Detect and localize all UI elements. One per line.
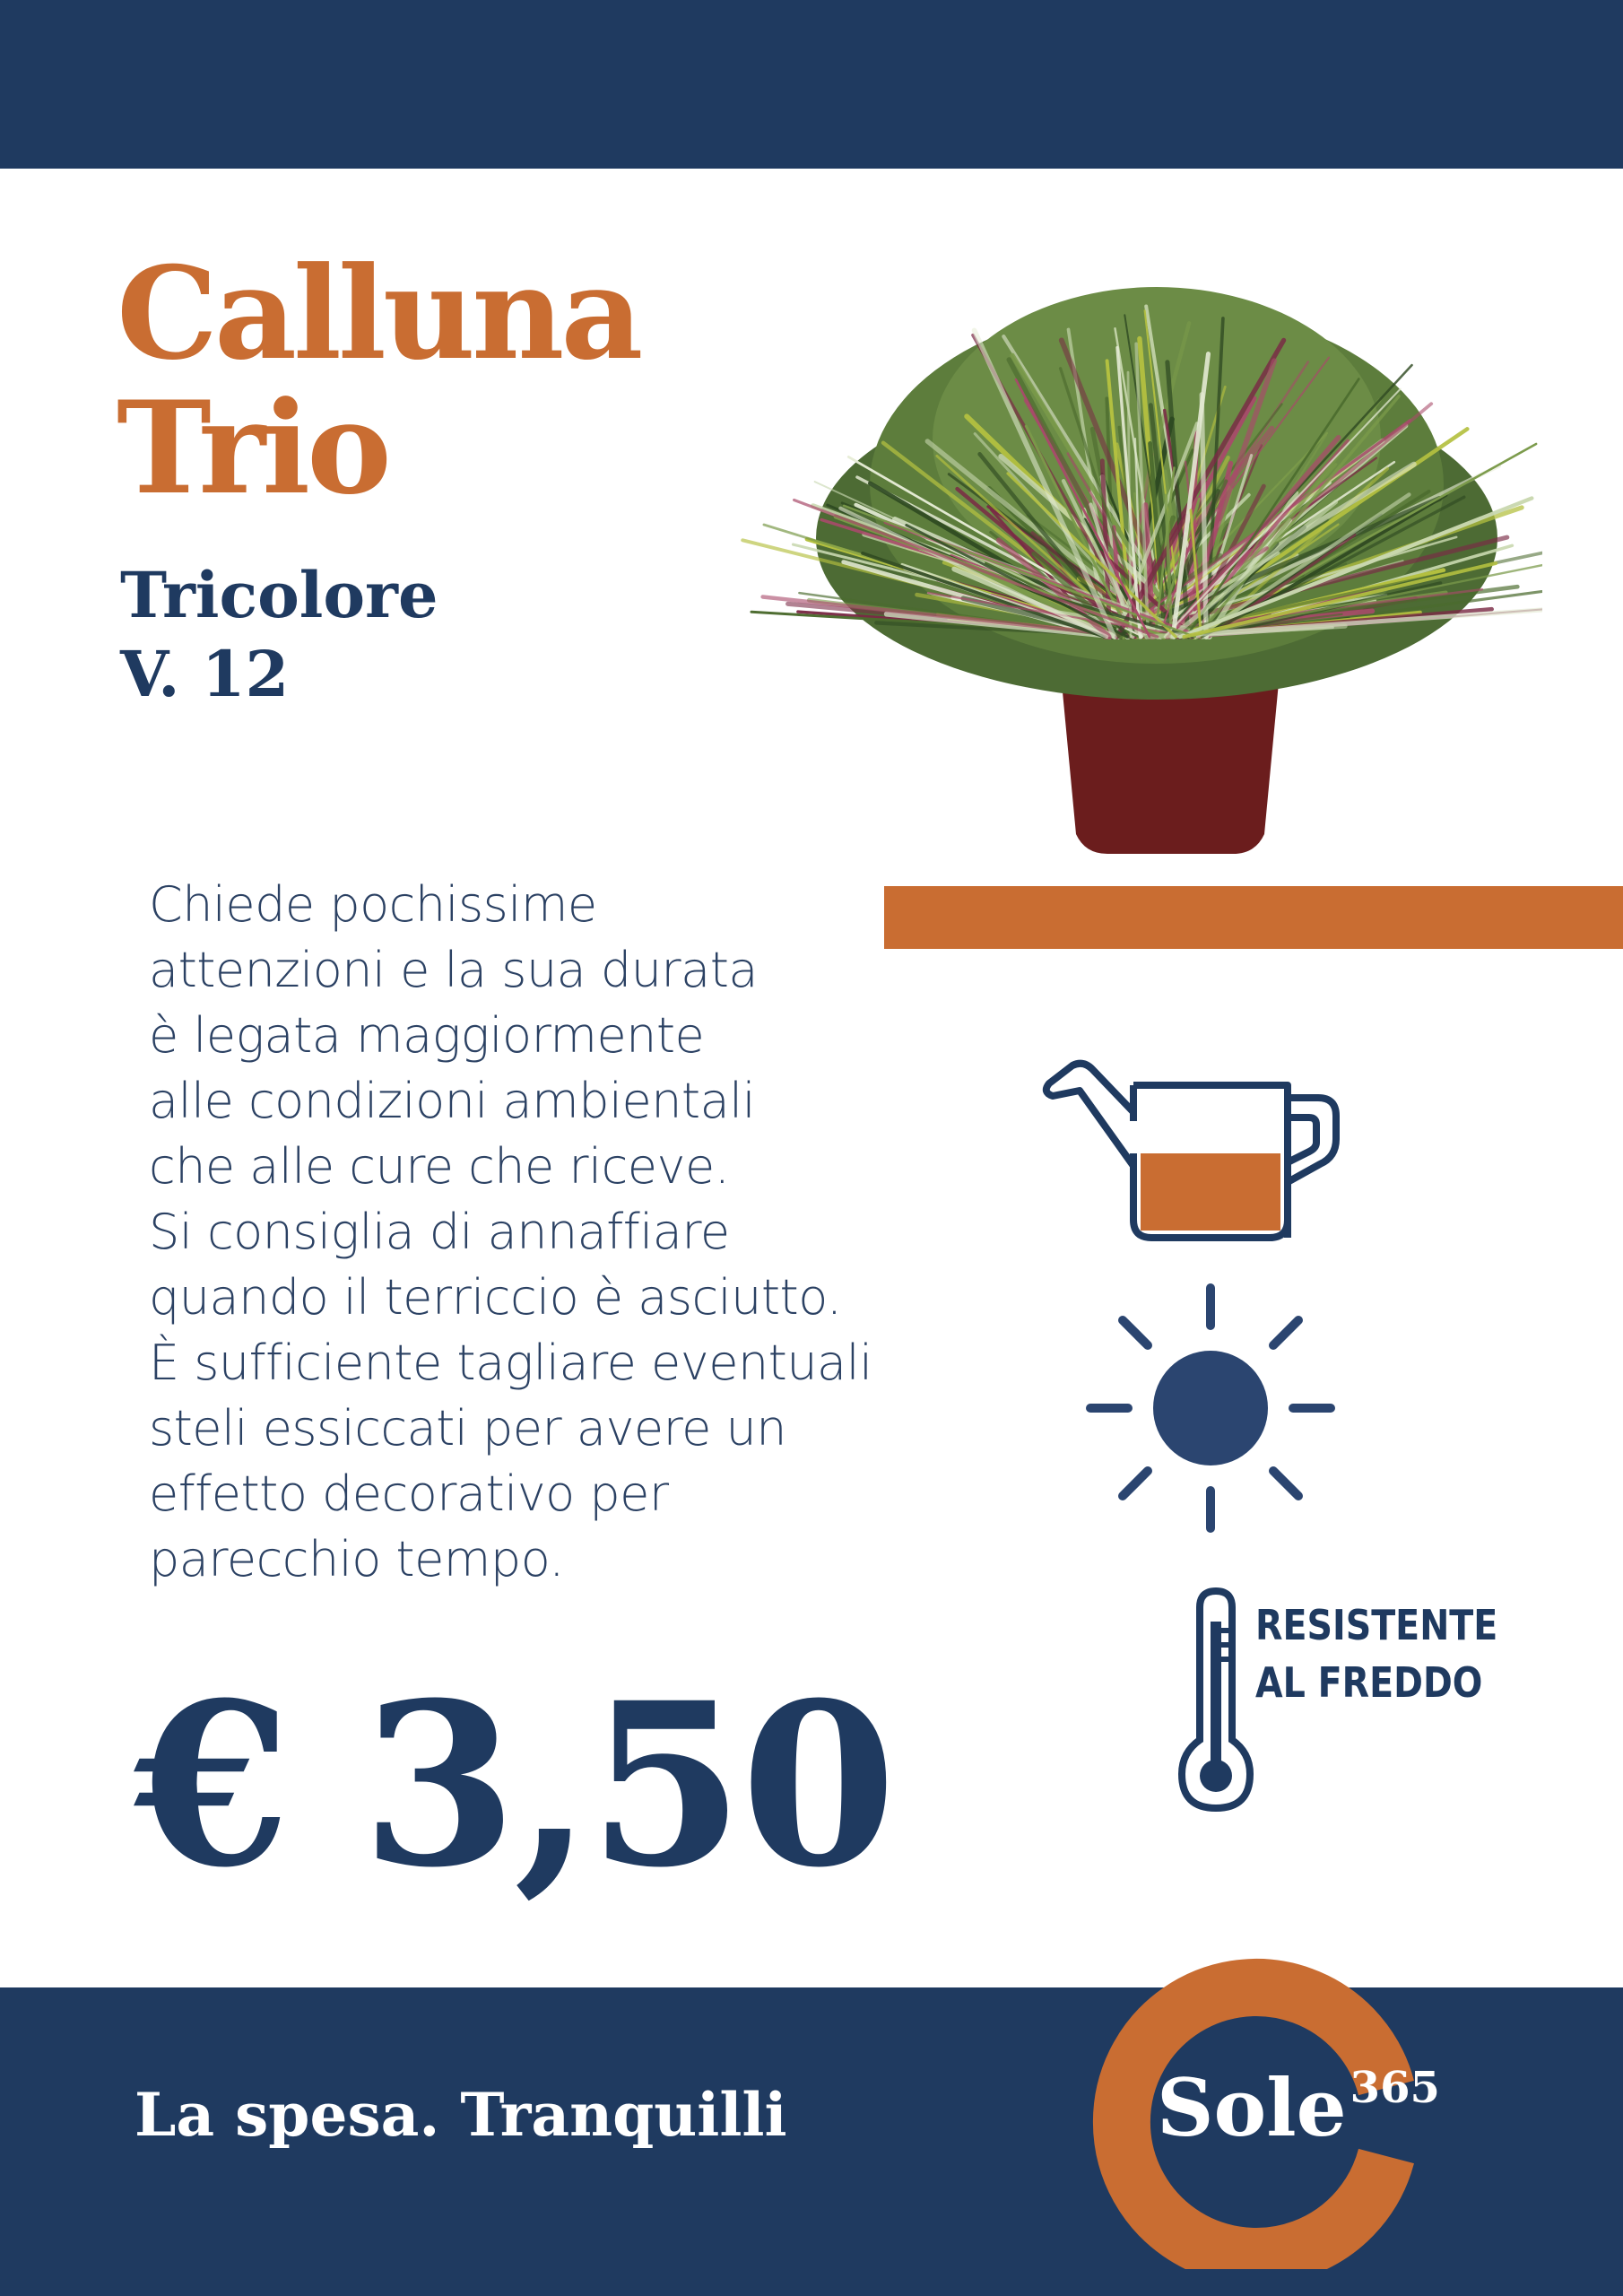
product-title [117, 239, 640, 523]
description-line: attenzioni e la sua durata [149, 942, 758, 998]
description-line: è legata maggiormente [149, 1007, 705, 1064]
tagline: La spesa. Tranquilli [135, 2080, 787, 2150]
description-line: È sufficiente tagliare eventuali [149, 1335, 872, 1391]
cold-resistance-label [1255, 1596, 1497, 1711]
description-line: parecchio tempo. [149, 1531, 564, 1587]
brand-logo-text [1157, 2063, 1440, 2152]
product-variety [120, 556, 438, 714]
cold-resistance-line2: AL FREDDO [1255, 1658, 1483, 1707]
thermometer-icon [1175, 1586, 1255, 1814]
description-line: steli essiccati per avere un [149, 1400, 786, 1457]
cold-resistance-line1: RESISTENTE [1255, 1601, 1498, 1649]
description-line: effetto decorativo per [149, 1465, 669, 1522]
description-line: alle condizioni ambientali [149, 1073, 756, 1129]
top-banner [0, 0, 1623, 169]
product-variety-line2: V. 12 [120, 637, 290, 711]
product-title-line2: Trio [117, 374, 388, 523]
description-line: Si consiglia di annaffiare [149, 1204, 730, 1260]
description-line: Chiede pochissime [149, 876, 597, 933]
product-title-line1: Calluna [117, 239, 640, 388]
brand-superscript: 365 [1350, 2063, 1440, 2113]
description-line: quando il terriccio è asciutto. [149, 1269, 842, 1326]
accent-stripe [884, 886, 1623, 949]
plant-image [735, 215, 1542, 861]
price: € 3,50 [135, 1653, 893, 1917]
care-description [149, 872, 872, 1592]
brand-name: Sole [1157, 2061, 1347, 2154]
watering-can-icon [1040, 1049, 1345, 1247]
sun-icon [1085, 1283, 1336, 1534]
description-line: che alle cure che riceve. [149, 1138, 730, 1195]
product-variety-line1: Tricolore [120, 558, 438, 632]
